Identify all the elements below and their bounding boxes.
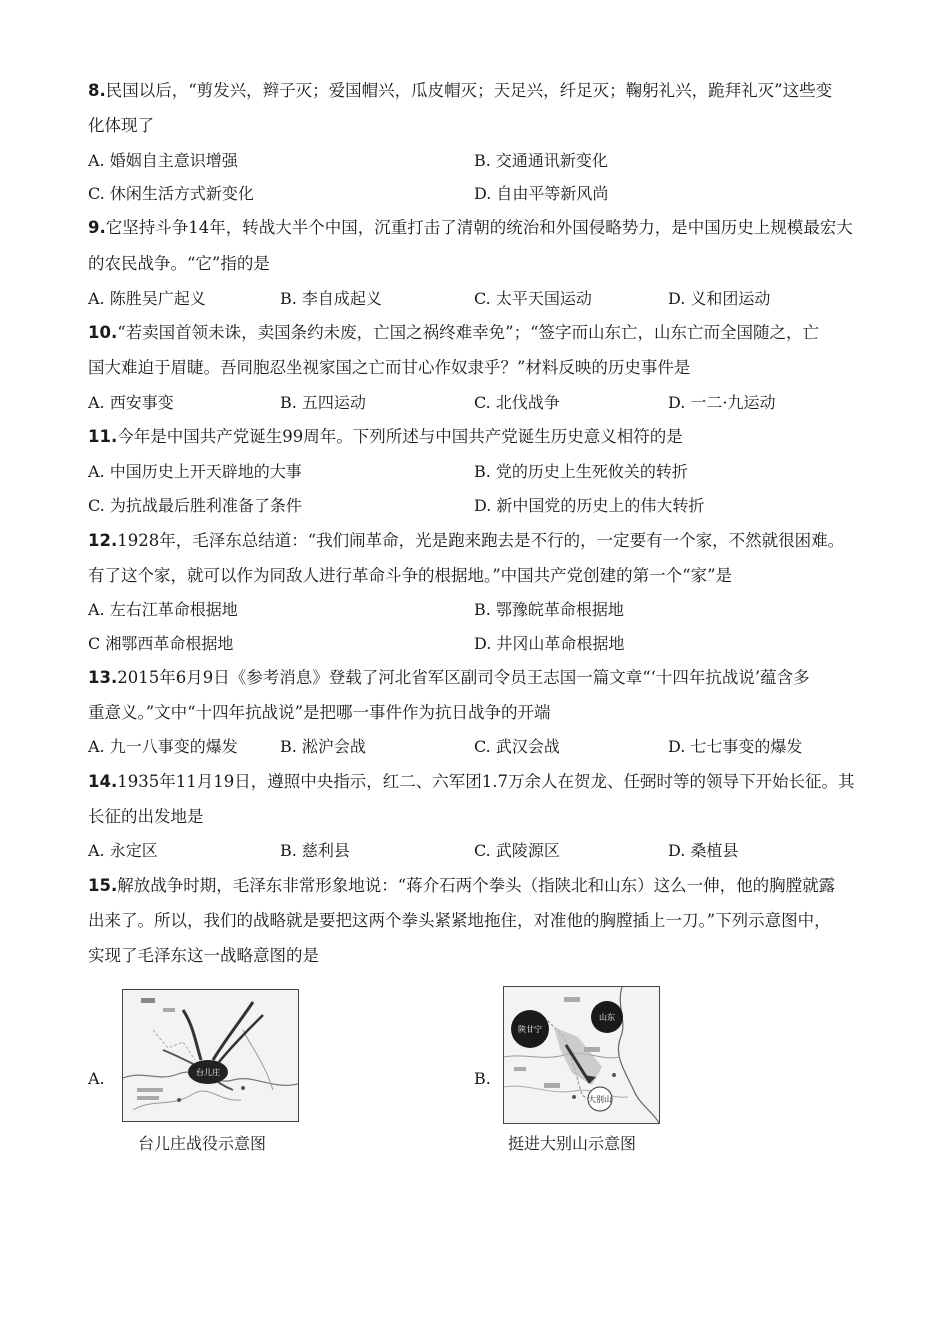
question-9-option-b: B. 李自成起义 <box>280 289 382 308</box>
question-9-option-d: D. 义和团运动 <box>668 289 771 308</box>
question-12-option-a: A. 左右江革命根据地 <box>88 600 238 619</box>
question-14-option-d: D. 桑植县 <box>668 841 739 860</box>
question-13-option-b: B. 淞沪会战 <box>280 737 366 756</box>
question-12-option-d: D. 井冈山革命根据地 <box>474 634 625 653</box>
figure-b-label-bottom: 大别山 <box>588 1095 612 1104</box>
question-15-line-1: 15.解放战争时期，毛泽东非常形象地说：“蒋介石两个拳头（指陕北和山东）这么一伸，他的胸膛就露 <box>88 876 836 895</box>
question-10-option-a: A. 西安事变 <box>88 393 174 412</box>
question-11-option-c: C. 为抗战最后胜利准备了条件 <box>88 496 302 515</box>
question-15-line-2: 出来了。所以，我们的战略就是要把这两个拳头紧紧地拖住，对准他的胸膛插上一刀。”下列示意图中， <box>88 911 831 930</box>
question-14-option-a: A. 永定区 <box>88 841 158 860</box>
question-15-line-3: 实现了毛泽东这一战略意图的是 <box>88 946 319 965</box>
question-10-option-c: C. 北伐战争 <box>474 393 560 412</box>
figure-b-map <box>503 986 660 1124</box>
question-13-option-a: A. 九一八事变的爆发 <box>88 737 238 756</box>
question-8-option-d: D. 自由平等新风尚 <box>474 184 609 203</box>
question-11-line-1: 11.今年是中国共产党诞生99周年。下列所述与中国共产党诞生历史意义相符的是 <box>88 427 683 446</box>
figure-a-caption: 台儿庄战役示意图 <box>138 1134 267 1153</box>
question-12-line-1: 12.1928年，毛泽东总结道：“我们闹革命，光是跑来跑去是不行的，一定要有一个家，不然就很困难。 <box>88 531 845 550</box>
figure-a-map <box>122 989 299 1122</box>
figure-a-letter: A. <box>88 1069 105 1088</box>
question-11-option-a: A. 中国历史上开天辟地的大事 <box>88 462 302 481</box>
figure-b-letter: B. <box>474 1069 491 1088</box>
question-10-option-b: B. 五四运动 <box>280 393 366 412</box>
question-12-line-2: 有了这个家，就可以作为同敌人进行革命斗争的根据地。”中国共产党创建的第一个“家”是 <box>88 566 733 585</box>
question-11-option-d: D. 新中国党的历史上的伟大转折 <box>474 496 705 515</box>
figure-a-center-label: 台儿庄 <box>196 1068 220 1077</box>
question-9-option-a: A. 陈胜吴广起义 <box>88 289 206 308</box>
taierzhuang-map-graphic <box>123 990 298 1121</box>
question-8-line-2: 化体现了 <box>88 116 154 135</box>
figure-b-label-right: 山东 <box>599 1013 615 1022</box>
figure-b-caption: 挺进大别山示意图 <box>508 1134 637 1153</box>
question-8-line-1: 8.民国以后，“剪发兴，辫子灭；爱国帽兴，瓜皮帽灭；天足兴，纤足灭；鞠躬礼兴，跪拜礼灭”这些变 <box>88 81 833 100</box>
question-12-option-c: C 湘鄂西革命根据地 <box>88 634 234 653</box>
question-14-option-c: C. 武陵源区 <box>474 841 560 860</box>
question-10-option-d: D. 一二·九运动 <box>668 393 776 412</box>
question-13-option-d: D. 七七事变的爆发 <box>668 737 803 756</box>
question-8-option-b: B. 交通通讯新变化 <box>474 151 608 170</box>
figure-b-label-left: 陕甘宁 <box>518 1025 542 1034</box>
dabieshan-map-graphic <box>504 987 659 1123</box>
question-8-option-a: A. 婚姻自主意识增强 <box>88 151 238 170</box>
question-14-line-1: 14.1935年11月19日，遵照中央指示，红二、六军团1.7万余人在贺龙、任弼时等的领导下开始长征。其 <box>88 772 855 791</box>
question-10-line-1: 10.“若卖国首领未诛，卖国条约未废，亡国之祸终难幸免”；“签字而山东亡，山东亡而全国随之，亡 <box>88 323 820 342</box>
question-13-line-1: 13.2015年6月9日《参考消息》登载了河北省军区副司令员王志国一篇文章“‘十四年抗战说’蕴含多 <box>88 668 810 687</box>
question-9-line-1: 9.它坚持斗争14年，转战大半个中国，沉重打击了清朝的统治和外国侵略势力，是中国历史上规模最宏大 <box>88 218 853 237</box>
question-9-option-c: C. 太平天国运动 <box>474 289 592 308</box>
question-11-option-b: B. 党的历史上生死攸关的转折 <box>474 462 688 481</box>
question-13-line-2: 重意义。”文中“十四年抗战说”是把哪一事件作为抗日战争的开端 <box>88 703 551 722</box>
question-9-line-2: 的农民战争。“它”指的是 <box>88 254 270 273</box>
question-14-line-2: 长征的出发地是 <box>88 807 204 826</box>
question-12-option-b: B. 鄂豫皖革命根据地 <box>474 600 624 619</box>
question-13-option-c: C. 武汉会战 <box>474 737 560 756</box>
question-8-option-c: C. 休闲生活方式新变化 <box>88 184 254 203</box>
question-10-line-2: 国大难迫于眉睫。吾同胞忍坐视家国之亡而甘心作奴隶乎？”材料反映的历史事件是 <box>88 358 691 377</box>
question-14-option-b: B. 慈利县 <box>280 841 350 860</box>
